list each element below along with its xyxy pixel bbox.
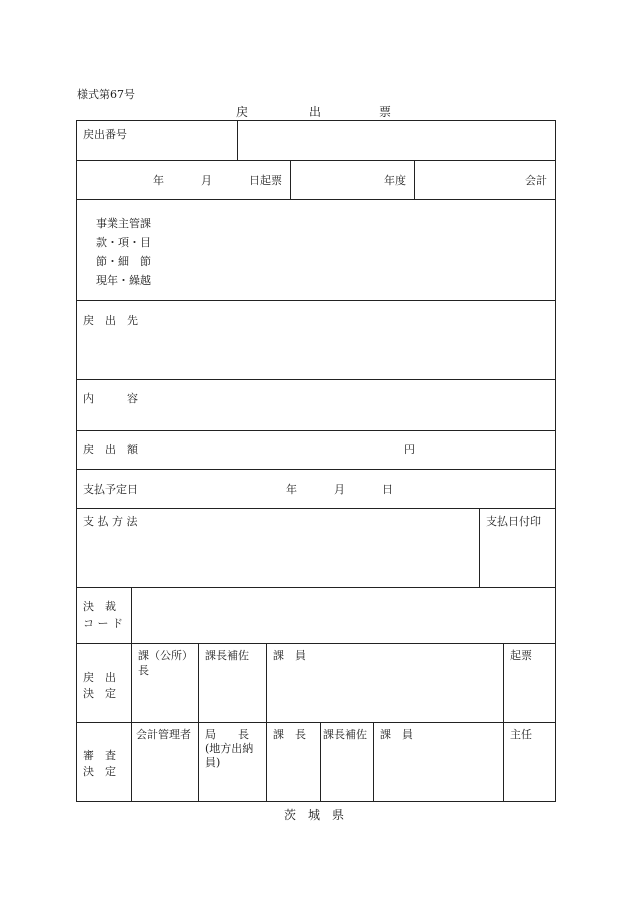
- amount-label: 戻 出 額: [83, 443, 138, 456]
- rule: [77, 199, 555, 200]
- rule: [77, 300, 555, 301]
- rule: [503, 643, 504, 801]
- rule: [77, 160, 555, 161]
- refund-number-label: 戻出番号: [83, 128, 127, 141]
- payment-method-label: 支 払 方 法: [83, 515, 138, 528]
- budget-line-2: 款・項・目: [96, 236, 151, 249]
- rule: [77, 643, 555, 644]
- payment-year-label: 年: [286, 483, 297, 496]
- form-title-char-3: 票: [379, 105, 392, 119]
- payment-date-label: 支払予定日: [83, 483, 138, 496]
- budget-line-4: 現年・繰越: [96, 274, 151, 287]
- rule: [373, 722, 374, 801]
- staff-audit-label: 課 員: [380, 728, 413, 741]
- rule: [77, 469, 555, 470]
- rule: [479, 508, 480, 587]
- form-table: [76, 120, 556, 802]
- rule: [320, 722, 321, 801]
- rule: [77, 379, 555, 380]
- rule: [77, 587, 555, 588]
- section-chief-label-2: 長: [138, 664, 149, 677]
- deputy-chief-audit-label: 課長補佐: [323, 728, 367, 741]
- form-title-char-1: 戻: [236, 105, 249, 119]
- audit-decision-label-2: 決 定: [83, 765, 116, 778]
- accounting-manager-label: 会計管理者: [136, 728, 191, 741]
- deputy-chief-label: 課長補佐: [205, 649, 249, 662]
- staff-label: 課 員: [273, 649, 306, 662]
- audit-decision-label-1: 審 査: [83, 749, 116, 762]
- budget-line-1: 事業主管課: [96, 217, 151, 230]
- footer-char-3: 県: [332, 808, 345, 822]
- rule: [77, 508, 555, 509]
- date-issue-day-label: 日起票: [249, 174, 282, 187]
- rule: [131, 587, 132, 801]
- payment-month-label: 月: [334, 483, 345, 496]
- payment-day-label: 日: [382, 483, 393, 496]
- footer-char-1: 茨: [284, 808, 297, 822]
- date-year-label: 年: [153, 174, 164, 187]
- rule: [198, 643, 199, 801]
- rule: [290, 160, 291, 199]
- rule: [266, 643, 267, 801]
- footer-char-2: 城: [308, 808, 321, 822]
- refund-decision-label-1: 戻 出: [83, 671, 116, 684]
- rule: [414, 160, 415, 199]
- rule: [237, 121, 238, 160]
- chief-staff-label: 主任: [510, 728, 532, 741]
- decision-code-label-2: コ ー ド: [83, 617, 123, 630]
- section-chief-audit-label: 課 長: [273, 728, 306, 741]
- recipient-label: 戻 出 先: [83, 314, 138, 327]
- drafter-label: 起票: [510, 649, 532, 662]
- bureau-chief-label-2: (地方出納: [205, 742, 254, 755]
- date-month-label: 月: [201, 174, 212, 187]
- rule: [77, 430, 555, 431]
- fiscal-year-label: 年度: [384, 174, 406, 187]
- section-chief-label-1: 課（公所）: [138, 649, 193, 662]
- form-title-char-2: 出: [309, 105, 322, 119]
- form-number: 様式第67号: [77, 88, 135, 101]
- bureau-chief-label-3: 員): [205, 756, 221, 769]
- refund-decision-label-2: 決 定: [83, 687, 116, 700]
- content-label: 内 容: [83, 392, 138, 405]
- account-label: 会計: [525, 174, 547, 187]
- budget-line-3: 節・細 節: [96, 255, 151, 268]
- payment-date-stamp-label: 支払日付印: [486, 515, 541, 528]
- decision-code-label-1: 決 裁: [83, 600, 116, 613]
- amount-unit: 円: [404, 443, 415, 456]
- rule: [77, 722, 555, 723]
- bureau-chief-label-1: 局 長: [205, 728, 249, 741]
